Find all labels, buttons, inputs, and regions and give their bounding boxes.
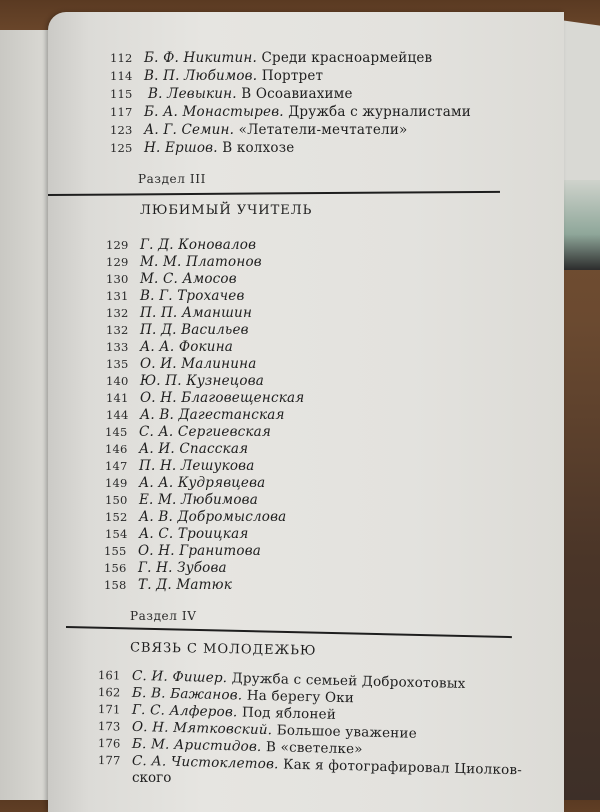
toc-entry	[105, 526, 248, 542]
toc-entry	[106, 390, 304, 406]
toc-entry	[106, 356, 257, 372]
page-number: 155	[104, 544, 127, 558]
toc-entry	[104, 560, 227, 576]
entry-author: А. И. Спасская	[139, 441, 249, 457]
entry-title: Под яблоней	[241, 704, 337, 723]
entry-author: Б. А. Монастырев.	[144, 104, 284, 120]
page-number: 114	[110, 69, 133, 83]
entry-author: П. Н. Лешукова	[139, 458, 255, 474]
toc-entry	[106, 288, 245, 304]
toc-entry	[106, 373, 264, 389]
entry-title: В «светелке»	[265, 739, 363, 758]
entry-title: Как я фотографировал Циолков-	[282, 756, 523, 779]
toc-entry	[106, 237, 256, 253]
entry-title: Среди красноармейцев	[261, 50, 433, 66]
section-label: Раздел III	[138, 172, 206, 186]
entry-title: Портрет	[261, 68, 324, 84]
entry-author: О. Н. Мятковский.	[131, 718, 273, 739]
page-number: 177	[97, 753, 121, 768]
section-divider	[66, 626, 512, 638]
page-number: 144	[106, 408, 129, 422]
entry-author: А. А. Фокина	[140, 339, 234, 355]
page-number: 154	[105, 527, 128, 541]
entry-author: О. Н. Благовещенская	[140, 390, 305, 406]
toc-entry	[106, 407, 285, 423]
toc-entry	[110, 50, 432, 66]
page-number: 156	[104, 561, 127, 575]
entry-author: Б. М. Аристидов.	[131, 735, 262, 755]
entry-title: В Осоавиахиме	[241, 86, 353, 102]
book-page	[48, 12, 564, 812]
page-number: 117	[110, 105, 133, 119]
entry-author: О. И. Малинина	[140, 356, 257, 372]
entry-title: Большое уважение	[276, 722, 418, 742]
entry-author: Б. В. Бажанов.	[131, 684, 243, 704]
entry-author: М. М. Платонов	[140, 254, 262, 270]
entry-author: В. П. Любимов.	[144, 68, 258, 84]
page-number: 132	[106, 323, 129, 337]
entry-author: В. Левыкин.	[148, 86, 237, 102]
entry-author: С. А. Чистоклетов.	[131, 752, 279, 773]
page-number: 141	[106, 391, 129, 405]
entry-author: Г. С. Алферов.	[131, 701, 238, 721]
entry-author: Ю. П. Кузнецова	[140, 373, 265, 389]
section-divider	[48, 191, 500, 196]
toc-entry	[110, 68, 323, 84]
page-number: 125	[110, 141, 133, 155]
page-number: 115	[110, 87, 133, 101]
entry-author: О. Н. Гранитова	[138, 543, 262, 559]
toc-entry	[110, 122, 407, 138]
page-number: 147	[105, 459, 128, 473]
section-title: ЛЮБИМЫЙ УЧИТЕЛЬ	[140, 203, 313, 218]
page-number: 123	[110, 123, 133, 137]
page-number: 149	[105, 476, 128, 490]
entry-author: Е. М. Любимова	[139, 492, 258, 508]
toc-entry	[106, 271, 237, 287]
page-number: 112	[110, 51, 133, 65]
toc-entry	[106, 305, 252, 321]
toc-entry	[105, 492, 258, 508]
page-number: 133	[106, 340, 129, 354]
page-number: 130	[106, 272, 129, 286]
toc-entry	[106, 322, 249, 338]
page-number: 150	[105, 493, 128, 507]
page-number: 171	[97, 702, 121, 717]
entry-title: В колхозе	[222, 140, 295, 156]
page-number: 129	[106, 255, 129, 269]
toc-entry	[110, 86, 353, 102]
entry-author: А. В. Дагестанская	[140, 407, 285, 423]
toc-entry	[106, 254, 262, 270]
toc-entry	[105, 458, 254, 474]
toc-entry	[110, 140, 294, 156]
entry-title-continuation: ского	[132, 770, 172, 786]
page-number: 161	[97, 668, 121, 683]
entry-author: П. П. Аманшин	[140, 305, 253, 321]
entry-author: А. В. Добромыслова	[139, 509, 287, 525]
toc-entry	[105, 475, 265, 491]
entry-author: С. И. Фишер.	[131, 667, 228, 687]
toc-entry	[105, 424, 271, 440]
toc-entry	[105, 509, 286, 525]
page-number: 131	[106, 289, 129, 303]
toc-entry	[105, 441, 248, 457]
section-label: Раздел IV	[130, 609, 197, 623]
page-number: 158	[104, 578, 127, 592]
entry-author: Г. Н. Зубова	[138, 560, 227, 576]
entry-author: Б. Ф. Никитин.	[144, 50, 257, 66]
entry-author: А. Г. Семин.	[144, 122, 235, 138]
toc-entry	[104, 577, 232, 593]
entry-title: Дружба с семьей Доброхотовых	[231, 670, 466, 692]
section-title: СВЯЗЬ С МОЛОДЕЖЬЮ	[129, 640, 317, 659]
page-number: 173	[97, 719, 121, 734]
entry-author: Г. Д. Коновалов	[140, 237, 257, 253]
entry-author: М. С. Амосов	[140, 271, 237, 287]
entry-title: Дружба с журналистами	[288, 104, 471, 120]
entry-author: А. С. Троицкая	[139, 526, 249, 542]
toc-entry	[110, 104, 471, 120]
entry-author: П. Д. Васильев	[140, 322, 249, 338]
page-number: 176	[97, 736, 121, 751]
entry-author: Т. Д. Матюк	[138, 577, 232, 593]
page-number: 129	[106, 238, 129, 252]
entry-author: С. А. Сергиевская	[139, 424, 272, 440]
entry-title: На берегу Оки	[246, 687, 355, 707]
toc-entry	[104, 543, 261, 559]
entry-author: Н. Ершов.	[144, 140, 218, 156]
page-number: 135	[106, 357, 129, 371]
page-number: 146	[105, 442, 128, 456]
entry-author: А. А. Кудрявцева	[139, 475, 266, 491]
page-number: 162	[97, 685, 121, 700]
table-of-contents	[48, 12, 564, 812]
toc-entry	[106, 339, 233, 355]
page-number: 140	[106, 374, 129, 388]
page-number: 145	[105, 425, 128, 439]
entry-title: «Летатели-мечтатели»	[238, 122, 408, 138]
page-number: 132	[106, 306, 129, 320]
page-number: 152	[105, 510, 128, 524]
entry-author: В. Г. Трохачев	[140, 288, 245, 304]
